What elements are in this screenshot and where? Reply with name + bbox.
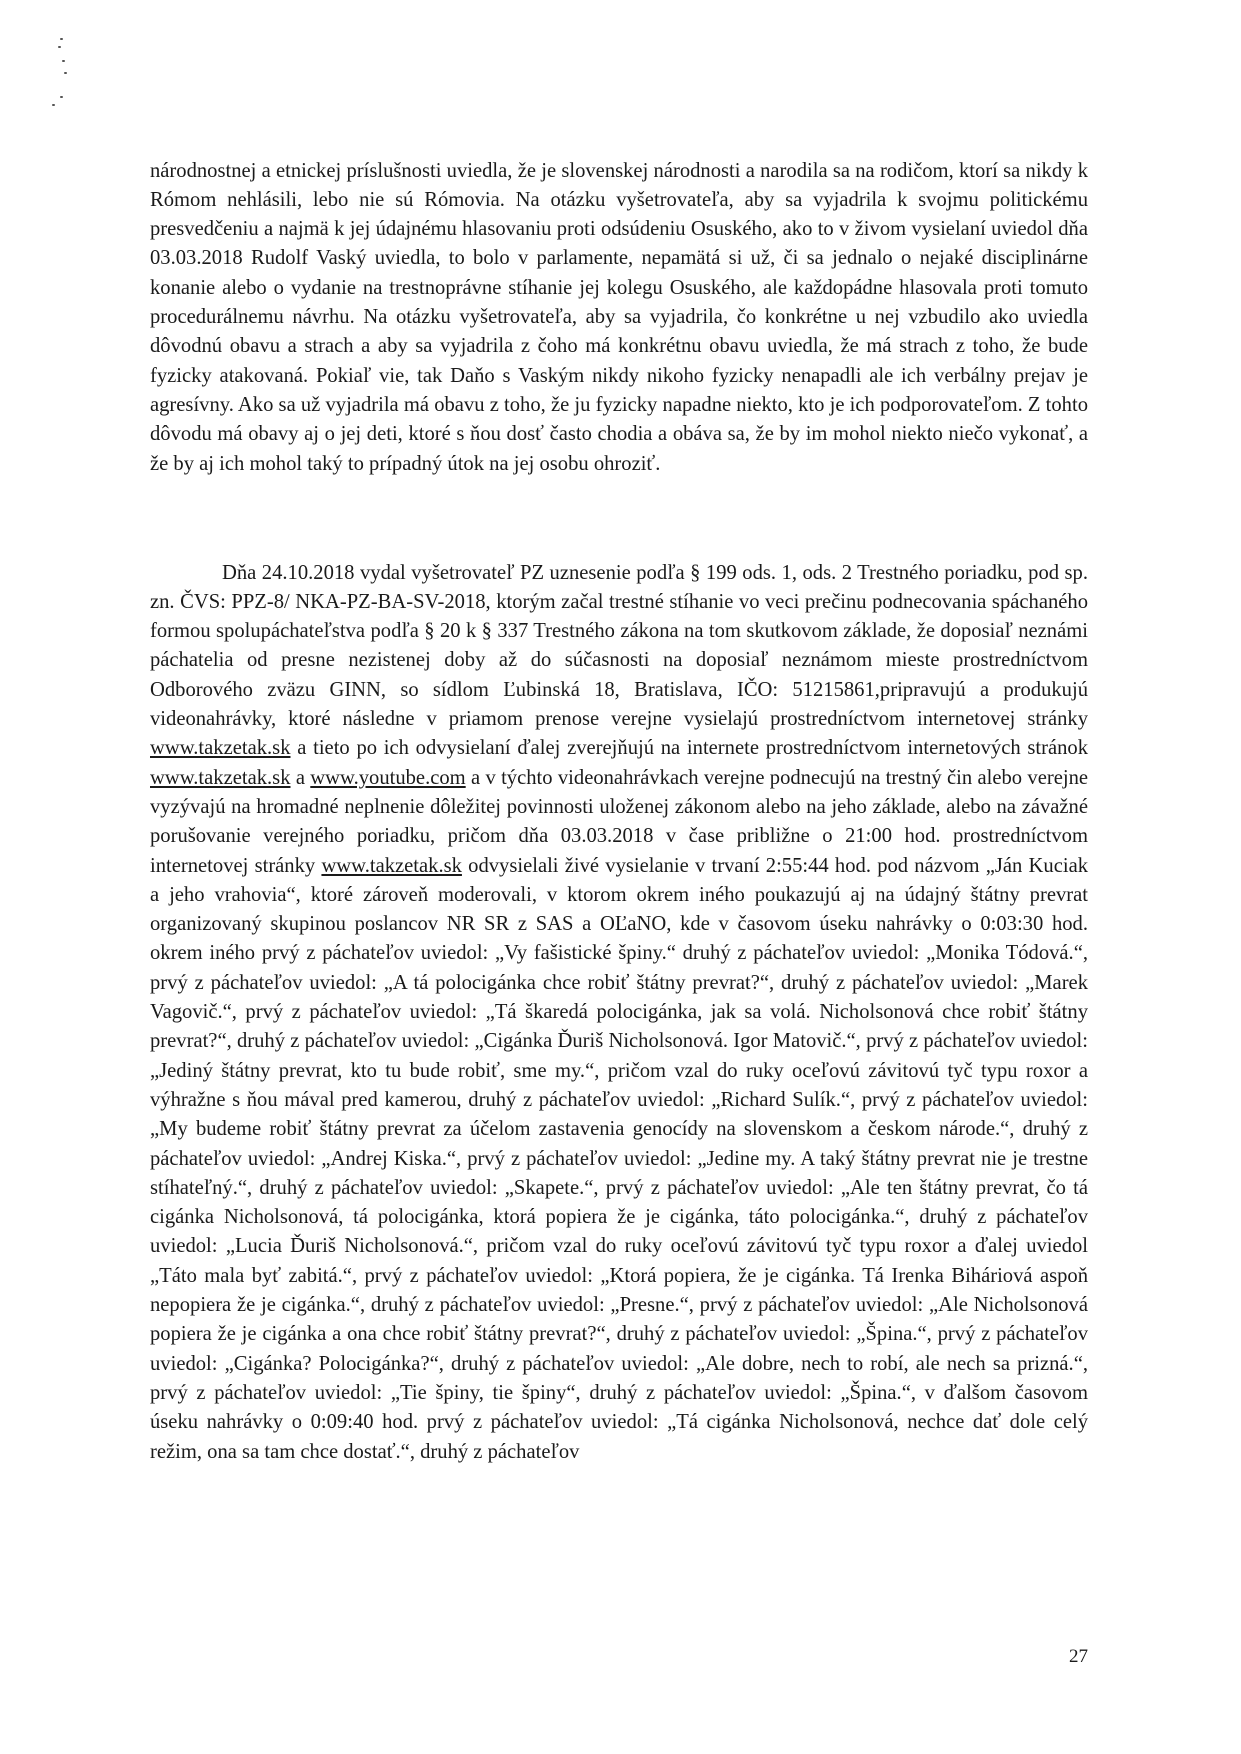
link-takzetak[interactable]: www.takzetak.sk [150,766,291,789]
paragraph-testimony: národnostnej a etnickej príslušnosti uviedla, že je slovenskej národnosti a narodila sa na rodičom, ktorí sa nikdy k Rómom nehlásili, lebo nie sú Rómovia. Na otázku vyšetrovateľa, aby sa vyjadrila k svojmu politickému presvedčeniu a najmä k jej údajnému hlasovaniu proti odsúdeniu Osuského, ako to v živom vysielaní uviedol dňa 03.03.2018 Rudolf Vaský uviedla, to bolo v parlamente, nepamätá si už, či sa jednalo o nejaké disciplinárne konanie alebo o vydanie na trestnoprávne stíhanie jej kolegu Osuského, ale každopádne hlasovala proti tomuto procedurálnemu návrhu. Na otázku vyšetrovateľa, aby sa vyjadrila, čo konkrétne u nej vzbudilo ako uviedla dôvodnú obavu a strach a aby sa vyjadrila z čoho má konkrétnu obavu uviedla, že má strach z toho, že bude fyzicky atakovaná. Pokiaľ vie, tak Daňo s Vaským nikdy nikoho fyzicky nenapadli ale ich verbálny prejav je agresívny. Ako sa už vyjadrila má obavu z toho, že ju fyzicky napadne niekto, kto je ich podporovateľom. Z tohto dôvodu má obavy aj o jej deti, ktoré s ňou dosť často chodia a obáva sa, že by im mohol niekto niečo vykonať, a že by aj ich mohol taký to prípadný útok na jej osobu ohroziť. [150,159,1088,475]
link-takzetak[interactable]: www.takzetak.sk [150,737,291,760]
paragraph-text: Dňa 24.10.2018 vydal vyšetrovateľ PZ uznesenie podľa § 199 ods. 1, ods. 2 Trestného poriadku, pod sp. zn. ČVS: PPZ-8/ NKA-PZ-BA-SV-2018, ktorým začal trestné stíhanie vo veci prečinu podnecovania spáchaného formou spolupáchateľstva podľa § 20 k § 337 Trestného zákona na tom skutkovom základe, že doposiaľ neznámi páchatelia od presne nezistenej doby až do súčasnosti na doposiaľ neznámom mieste prostredníctvom Odborového zväzu GINN, so sídlom Ľubinská 18, Bratislava, IČO: 51215861,pripravujú a produkujú videonahrávky, ktoré následne v priamom prenose verejne vysielajú prostredníctvom internetovej stránky [150,561,1088,731]
paragraph-text: a v týchto videonahrávkach verejne podnecujú na trestný čin alebo verejne vyzývajú na hromadné neplnenie dôležitej povinnosti uloženej zákonom alebo na jeho základe, alebo na závažné porušovanie verejného poriadku, pričom dňa 03.03.2018 v čase približne o 21:00 hod. prostredníctvom internetovej stránky [150,766,1089,877]
paragraph-text: a [290,766,311,789]
page-number: 27 [1069,1646,1088,1667]
paragraph-indictment [150,559,1088,1467]
link-youtube[interactable]: www.youtube.com [310,766,466,789]
paragraph-text: a tieto po ich odvysielaní ďalej zverejňujú na internete prostredníctvom internetových stránok [290,737,1088,760]
paragraph-text: odvysielali živé vysielanie v trvaní 2:55:44 hod. pod názvom „Ján Kuciak a jeho vrahovia“, ktoré zároveň moderovali, v ktorom okrem iného poukazujú aj na údajný štátny prevrat organizovaný skupinou poslancov NR SR z SAS a OĽaNO, kde v časovom úseku nahrávky o 0:03:30 hod. okrem iného prvý z páchateľov uviedol: „Vy fašistické špiny.“ druhý z páchateľov uviedol: „Monika Tódová.“, prvý z páchateľov uviedol: „A tá polocigánka chce robiť štátny prevrat?“, druhý z páchateľov uviedol: „Marek Vagovič.“, prvý z páchateľov uviedol: „Tá škaredá polocigánka, jak sa volá. Nicholsonová chce robiť štátny prevrat?“, druhý z páchateľov uviedol: „Cigánka Ďuriš Nicholsonová. Igor Matovič.“, prvý z páchateľov uviedol: „Jediný štátny prevrat, kto tu bude robiť, sme my.“, pričom vzal do ruky oceľovú závitovú tyč typu roxor a výhražne s ňou mával pred kamerou, druhý z páchateľov uviedol: „Richard Sulík.“, prvý z páchateľov uviedol: „My budeme robiť štátny prevrat za účelom zastavenia genocídy na slovenskom a českom národe.“, druhý z páchateľov uviedol: „Andrej Kiska.“, prvý z páchateľov uviedol: „Jedine my. A taký štátny prevrat nie je trestne stíhateľný.“, druhý z páchateľov uviedol: „Skapete.“, prvý z páchateľov uviedol: „Ale ten štátny prevrat, čo tá cigánka Nicholsonová, tá polocigánka, ktorá popiera že je cigánka, táto polocigánka.“, druhý z páchateľov uviedol: „Lucia Ďuriš Nicholsonová.“, pričom vzal do ruky oceľovú závitovú tyč typu roxor a ďalej uviedol „Táto mala byť zabitá.“, prvý z páchateľov uviedol: „Ktorá popiera, že je cigánka. Tá Irenka Biháriová aspoň nepopiera že je cigánka.“, druhý z páchateľov uviedol: „Presne.“, prvý z páchateľov uviedol: „Ale Nicholsonová popiera že je cigánka a ona chce robiť štátny prevrat?“, druhý z páchateľov uviedol: „Špina.“, prvý z páchateľov uviedol: „Cigánka? Polocigánka?“, druhý z páchateľov uviedol: „Ale dobre, nech to robí, ale nech sa prizná.“, prvý z páchateľov uviedol: „Tie špiny, tie špiny“, druhý z páchateľov uviedol: „Špina.“, v ďalšom časovom úseku nahrávky o 0:09:40 hod. prvý z páchateľov uviedol: „Tá cigánka Nicholsonová, nechce dať dole celý režim, ona sa tam chce dostať.“, druhý z páchateľov [150,854,1089,1463]
scan-marks [46,38,76,118]
link-takzetak[interactable]: www.takzetak.sk [321,854,462,877]
